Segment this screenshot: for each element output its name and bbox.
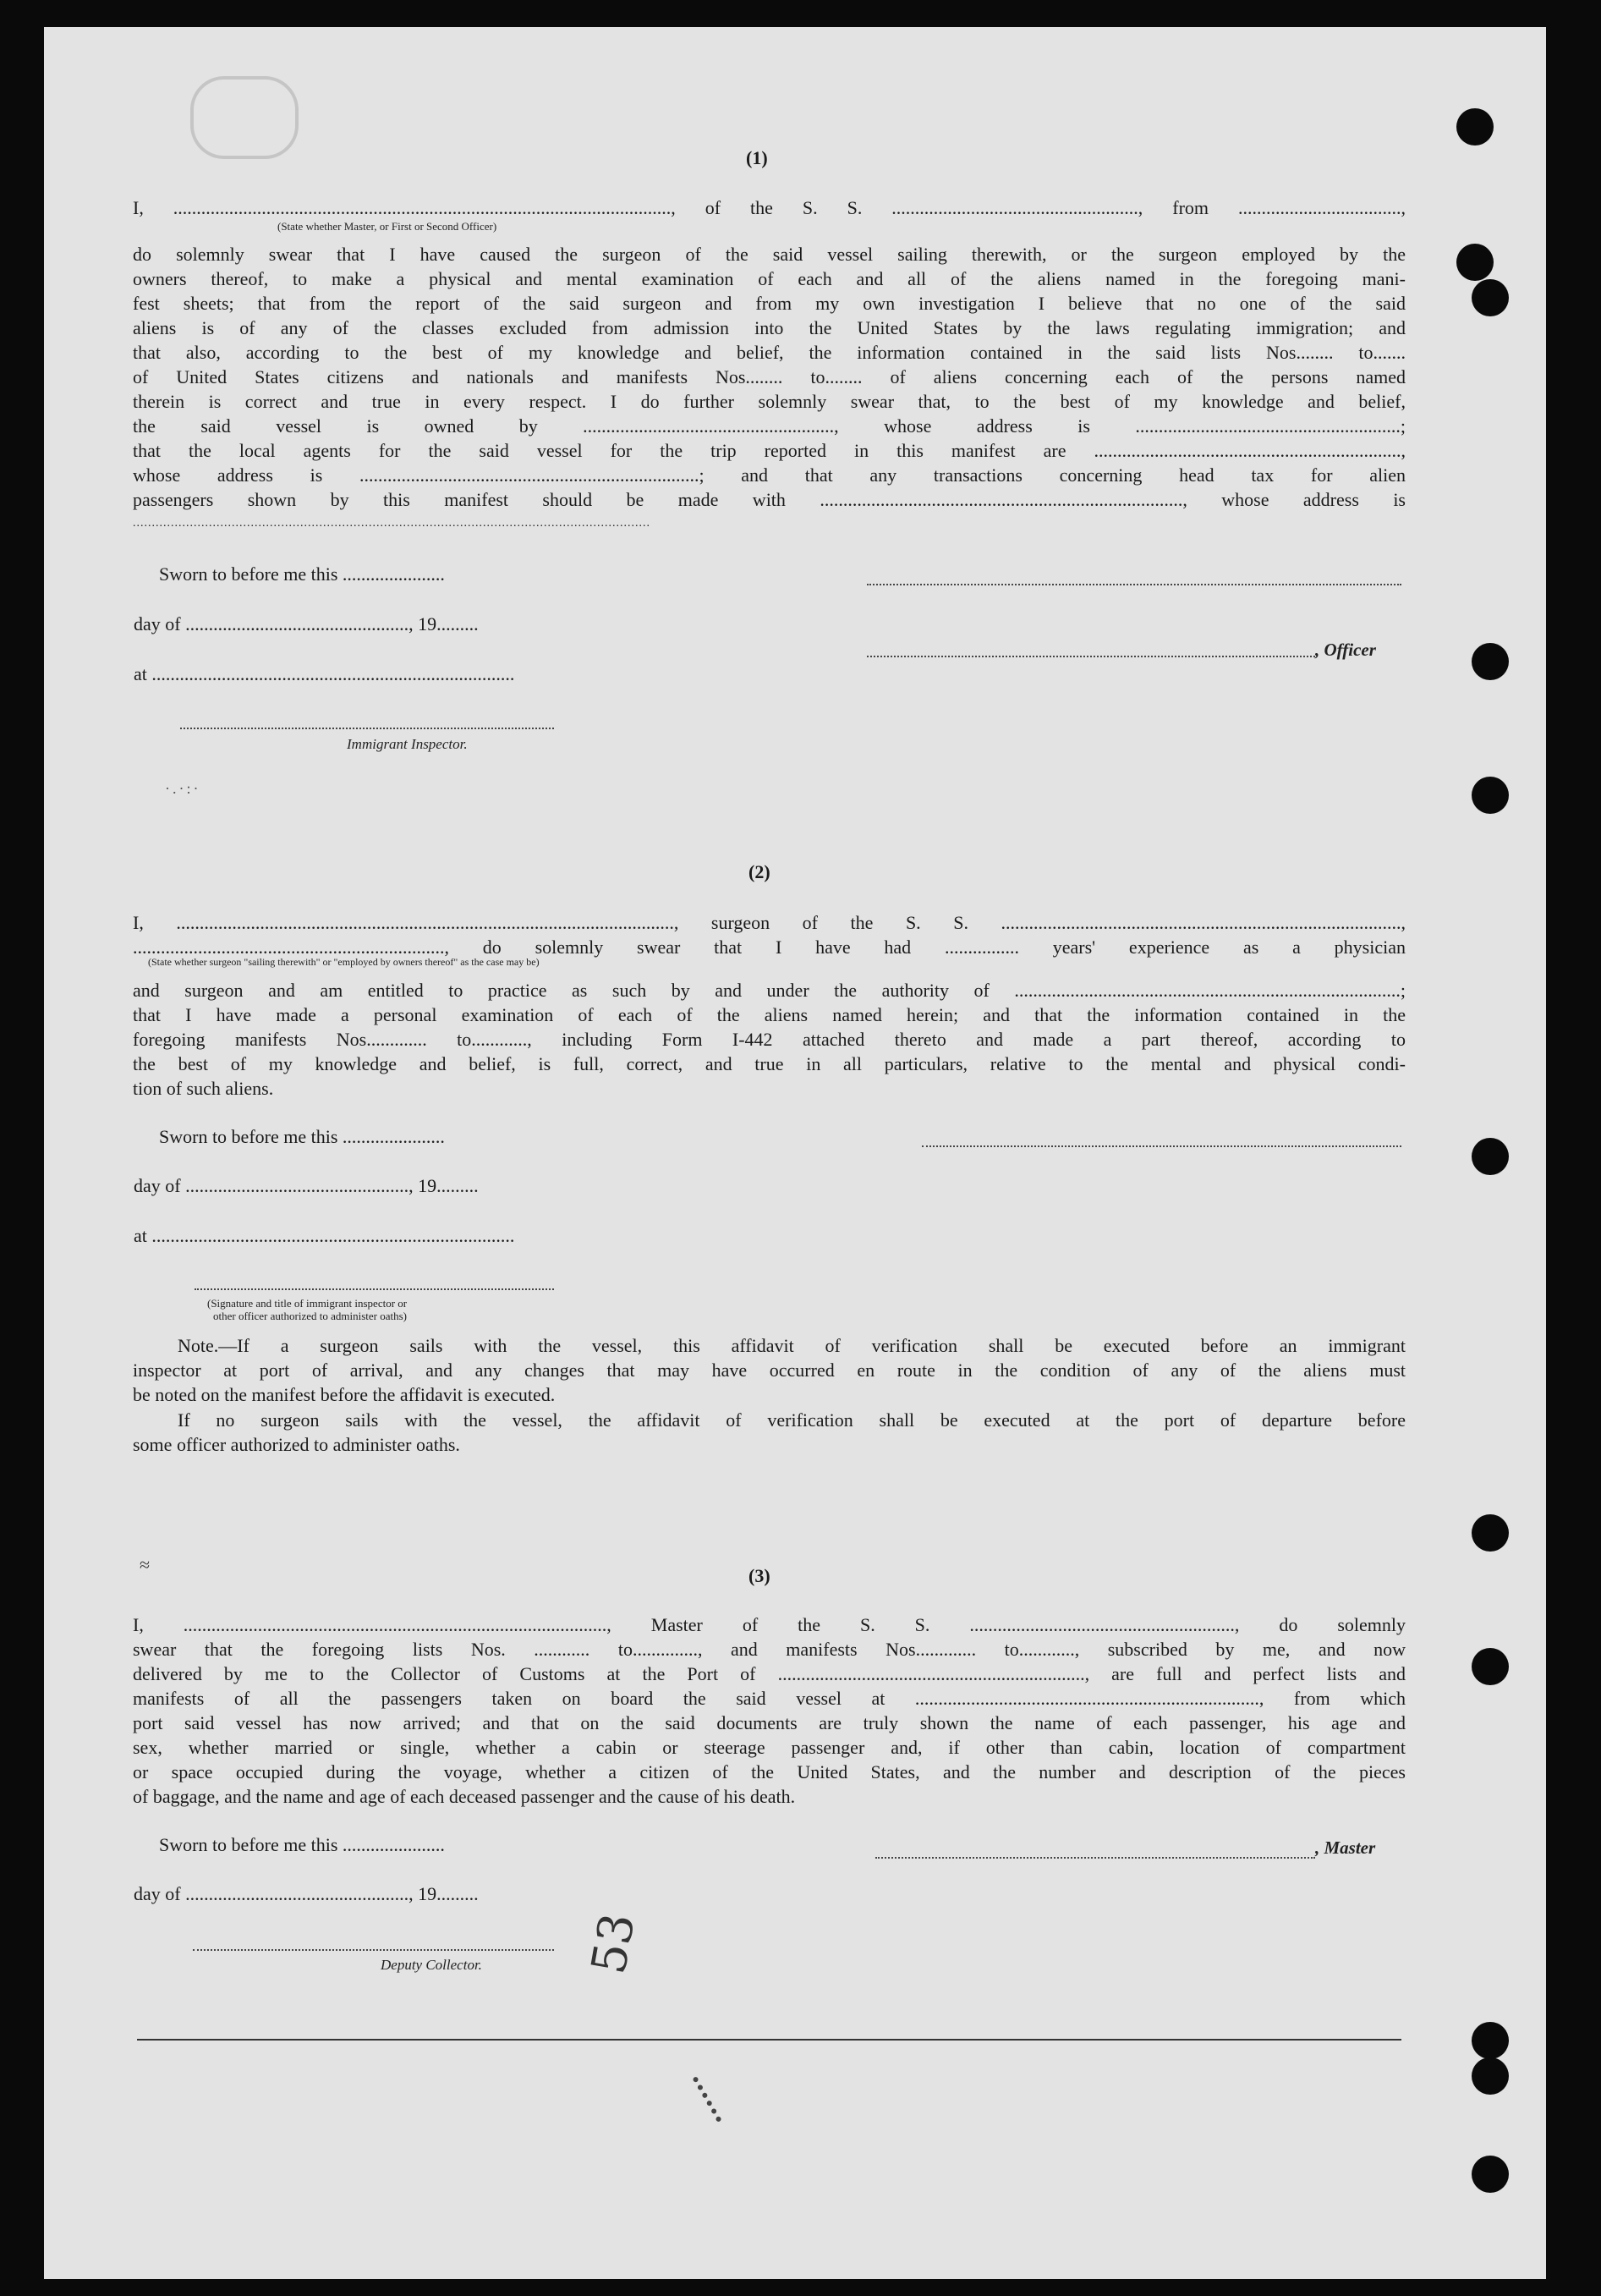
trailing-dots: ........................................................................................................................................ [133,517,650,530]
binder-hole [1456,244,1494,281]
body-line: of baggage, and the name and age of each deceased passenger and the cause of his death. [133,1786,796,1807]
note-line: some officer authorized to administer oaths. [133,1434,460,1455]
body-line: the best of my knowledge and belief, is full, correct, and true in all particulars, relative to the mental and physical condi- [133,1053,1406,1074]
inspector-label: Immigrant Inspector. [347,736,468,752]
section-2-heading: (2) [748,861,770,882]
body-line: passengers shown by this manifest should be made with .............................................................................., whose address is [133,489,1406,510]
section-1-officer-line: I, ..........................................................................................................., of the S. S. ....................................................., from ..................................., [133,197,1406,218]
sworn-line: Sworn to before me this ...................... [159,1126,445,1147]
stain-marks: ·.·:· [165,780,201,797]
binder-hole [1472,2022,1509,2059]
section-2-swear-line: ..................................................................., do solemnly swear that I have had ................ years' experience as a physician [133,937,1406,958]
binder-hole [1472,777,1509,814]
sworn-line: Sworn to before me this ...................... [159,1834,445,1855]
bleed-through-stamp [190,76,299,159]
binder-hole [1472,2057,1509,2095]
body-line: tion of such aliens. [133,1078,274,1099]
body-line: aliens is of any of the classes excluded from admission into the United States by the laws regulating immigration; and [133,317,1406,338]
binder-hole [1472,1648,1509,1685]
binder-hole [1472,279,1509,316]
handwritten-mark: 53 [581,1909,646,1979]
note-line: If no surgeon sails with the vessel, the affidavit of verification shall be executed at the port of departure before [178,1409,1406,1431]
body-line: I, ..........................................................................................., Master of the S. S. ........................................................., do solemnly [133,1614,1406,1635]
body-line: do solemnly swear that I have caused the surgeon of the said vessel sailing therewith, or the surgeon employed by the [133,244,1406,265]
body-line: owners thereof, to make a physical and mental examination of each and all of the aliens named in the foregoing mani- [133,268,1406,289]
body-line: the said vessel is owned by ......................................................, whose address is .........................................................; [133,415,1406,437]
body-line: therein is correct and true in every respect. I do further solemnly swear that, to the best of my knowledge and belief, [133,391,1406,412]
manifest-page [44,27,1546,2279]
signature-caption: other officer authorized to administer oaths) [213,1310,407,1322]
body-line: swear that the foregoing lists Nos. ............ to.............., and manifests Nos............. to............, subscribed by me, and now [133,1639,1406,1660]
body-line: that also, according to the best of my knowledge and belief, the information contained in the said lists Nos........ to....... [133,342,1406,363]
note-line: inspector at port of arrival, and any changes that may have occurred en route in the condition of any of the aliens must [133,1359,1406,1381]
collector-label: Deputy Collector. [381,1957,482,1973]
at-line: at .............................................................................. [134,663,515,684]
body-line: that I have made a personal examination of each of the aliens named herein; and that the information contained in the [133,1004,1406,1025]
at-line: at .............................................................................. [134,1225,515,1246]
officer-signature-line-2 [867,656,1315,657]
master-label: , Master [1315,1837,1376,1858]
note-line: Note.—If a surgeon sails with the vessel, this affidavit of verification shall be executed before an immigrant [178,1335,1406,1356]
binder-hole [1472,1138,1509,1175]
body-line: port said vessel has now arrived; and that on the said documents are truly shown the name of each passenger, his age and [133,1712,1406,1733]
officer-caption: (State whether Master, or First or Second Officer) [277,220,497,233]
collector-signature-line [193,1949,554,1951]
body-line: manifests of all the passengers taken on board the said vessel at .........................................................................., from which [133,1688,1406,1709]
surgeon-signature-line [922,1145,1401,1147]
section-3-heading: (3) [748,1565,770,1586]
signature-caption: (Signature and title of immigrant inspector or [207,1297,408,1310]
day-line: day of ................................................, 19......... [134,1175,479,1196]
inspector-signature-line [195,1288,554,1290]
body-line: and surgeon and am entitled to practice as such by and under the authority of ...................................................................................; [133,980,1406,1001]
body-line: that the local agents for the said vessel for the trip reported in this manifest are .................................................................., [133,440,1406,461]
master-signature-line [875,1857,1315,1859]
officer-signature-line-1 [867,584,1401,585]
body-line: or space occupied during the voyage, whether a citizen of the United States, and the number and description of the pieces [133,1761,1406,1782]
day-line: day of ................................................, 19......... [134,613,479,634]
body-line: delivered by me to the Collector of Customs at the Port of .................................................................., are full and perfect lists and [133,1663,1406,1684]
bottom-rule [137,2039,1401,2041]
binder-hole [1472,1514,1509,1552]
section-2-surgeon-line: I, ..........................................................................................................., surgeon of the S. S. ......................................................................................, [133,912,1406,933]
sworn-line: Sworn to before me this ...................... [159,563,445,585]
section-1-heading: (1) [746,147,768,168]
body-line: of United States citizens and nationals and manifests Nos........ to........ of aliens concerning each of the persons named [133,366,1406,387]
binder-hole [1472,643,1509,680]
binder-hole [1456,108,1494,146]
day-line: day of ................................................, 19......... [134,1883,479,1904]
officer-label: , Officer [1315,640,1376,660]
body-line: whose address is .........................................................................; and that any transactions concerning head tax for alien [133,464,1406,486]
body-line: foregoing manifests Nos............. to............, including Form I-442 attached thereto and made a part thereof, according to [133,1029,1406,1050]
binder-hole [1472,2156,1509,2193]
body-line: sex, whether married or single, whether a cabin or steerage passenger and, if other than cabin, location of compartment [133,1737,1406,1758]
surgeon-caption: (State whether surgeon "sailing therewith" or "employed by owners thereof" as the case may be) [148,956,540,968]
note-line: be noted on the manifest before the affidavit is executed. [133,1384,556,1405]
stain-mark: ≈ [140,1554,151,1575]
inspector-signature-line [180,728,554,729]
body-line: fest sheets; that from the report of the said surgeon and from my own investigation I believe that no one of the said [133,293,1406,314]
